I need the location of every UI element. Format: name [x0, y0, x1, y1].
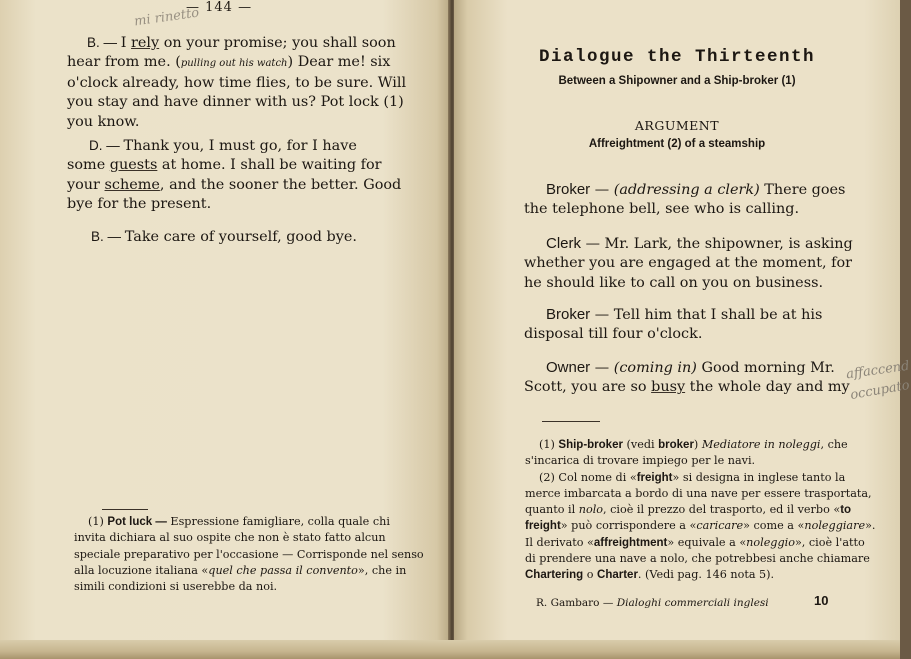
text-run: — Mr. Lark, the shipowner, is asking	[581, 236, 853, 252]
text-run: hear from me. (	[67, 54, 181, 71]
text-line	[67, 74, 407, 93]
speaker-label: D. —	[89, 138, 124, 153]
page-number: — 144 —	[186, 0, 253, 15]
text-run: bye for the present.	[67, 196, 212, 213]
dialogue-block	[67, 227, 380, 247]
text-line	[67, 113, 378, 132]
text-run: — Tell him that I shall be at his	[590, 307, 823, 323]
bold-term: freight	[525, 520, 561, 533]
text-run: invita dichiara al suo ospite che non è stato fatto alcun	[74, 531, 386, 545]
italic-term: caricare	[696, 519, 744, 533]
text-line	[524, 358, 844, 378]
text-run: alla locuzione italiana «	[74, 563, 209, 577]
text-line	[67, 195, 380, 214]
text-run: some	[67, 157, 110, 174]
speaker-label: Broker	[546, 181, 591, 198]
text-run: —	[590, 360, 614, 376]
text-run: (1)	[539, 438, 559, 451]
italic-term: noleggio	[746, 535, 795, 549]
text-line	[524, 234, 853, 254]
text-line	[524, 325, 844, 344]
text-run: ) Dear me! six	[287, 54, 391, 71]
italic-term: quel che passa il convento	[208, 563, 358, 577]
text-line	[67, 176, 402, 195]
text-run: o'clock already, how time flies, to be sure. Will	[67, 74, 407, 91]
text-run: s'incarica di trovare impiego per le navi.	[525, 454, 756, 468]
text-run: » si designa in inglese tanto la	[672, 470, 846, 484]
text-line	[524, 274, 844, 293]
bold-term: Ship-broker	[558, 439, 623, 451]
text-run: quanto il	[525, 503, 579, 517]
text-line	[67, 136, 380, 156]
underlined-word: scheme	[104, 176, 160, 193]
argument-heading: ARGUMENT	[634, 118, 720, 133]
footnote-line	[74, 579, 390, 595]
dialogue-block	[524, 234, 853, 293]
footnote-rule	[542, 421, 600, 422]
stage-direction: (addressing a clerk)	[613, 182, 760, 198]
text-run: Espressione famigliare, colla quale chi	[166, 515, 390, 528]
footnote-line	[525, 502, 852, 518]
text-run: merce imbarcata a bordo di una nave per essere trasportata,	[525, 486, 872, 500]
footnote-line	[74, 530, 390, 546]
text-run: » equivale a «	[667, 535, 747, 549]
stage-direction: pulling out his watch	[180, 58, 288, 70]
text-run: » come a «	[743, 519, 805, 533]
text-run: your	[67, 176, 105, 193]
text-run: simili condizioni si userebbe da noi.	[74, 580, 278, 594]
italic-term: nolo	[578, 503, 604, 517]
text-run: o	[583, 568, 598, 582]
text-line	[524, 305, 844, 325]
bold-term: Charter	[597, 569, 638, 582]
italic-term: noleggiare	[804, 519, 866, 533]
dialogue-block	[67, 136, 402, 215]
text-run: )	[693, 438, 702, 451]
speaker-label: B. —	[87, 35, 121, 50]
text-run: disposal till four o'clock.	[524, 326, 703, 343]
margin-note: affaccend	[845, 358, 911, 383]
footer-title: Dialoghi commerciali inglesi	[616, 597, 769, 609]
text-run: —	[590, 182, 614, 198]
margin-note: occupato	[849, 377, 911, 404]
stage-direction: (coming in)	[613, 360, 697, 376]
text-run: the telephone bell, see who is calling.	[524, 201, 800, 218]
dialogue-block	[524, 180, 844, 220]
text-line	[67, 53, 391, 73]
footnote-line	[525, 535, 865, 551]
right-page	[454, 0, 911, 659]
text-run: Thank you, I must go, for I have	[123, 138, 357, 154]
text-run: , and the sooner the better. Good	[159, 176, 402, 193]
text-run: », cioè l'atto	[794, 535, 865, 549]
text-run: (vedi	[622, 438, 659, 451]
text-run: Good morning Mr.	[696, 360, 835, 376]
text-line	[67, 33, 396, 53]
bold-term: broker	[658, 439, 694, 451]
text-run: he should like to call on you on business.	[524, 274, 824, 291]
speaker-label: Owner	[546, 359, 591, 376]
text-run: at home. I shall be waiting for	[157, 157, 382, 174]
speaker-label: Broker	[546, 306, 591, 323]
text-line	[524, 180, 844, 200]
text-run: the whole day and my	[685, 379, 850, 396]
text-run: Take care of yourself, good bye.	[124, 229, 357, 245]
text-run: Scott, you are so	[524, 379, 652, 396]
footnote-line	[74, 563, 407, 579]
footnote-line	[525, 567, 843, 583]
footnote-line	[74, 514, 390, 530]
speaker-label: B. —	[91, 229, 125, 244]
text-line	[524, 254, 853, 273]
footnote-line	[74, 547, 424, 563]
text-run: , che	[820, 438, 848, 451]
footnote-line	[525, 551, 870, 567]
text-line	[524, 200, 844, 219]
footnote-line	[525, 437, 848, 453]
text-run: », che in	[357, 563, 407, 577]
underlined-word: rely	[131, 35, 160, 51]
dialogue-title: Dialogue the Thirteenth	[538, 47, 816, 67]
bold-term: to	[840, 504, 852, 517]
footnote-rule	[102, 509, 148, 510]
text-run: speciale preparativo per l'occasione — Corrisponde nel senso	[74, 547, 424, 561]
text-run: on your promise; you shall soon	[159, 35, 396, 51]
text-line	[67, 227, 380, 247]
argument-text: Affreightment (2) of a steamship	[588, 138, 766, 150]
text-line	[67, 156, 380, 175]
dialogue-block	[524, 358, 850, 398]
text-run: , cioè il prezzo del trasporto, ed il verbo «	[603, 503, 841, 517]
signature-number: 10	[814, 593, 829, 608]
pencil-annotation: mi rinetto	[133, 5, 201, 30]
text-line	[524, 378, 850, 397]
bold-term: Chartering	[525, 569, 584, 582]
text-run: . (Vedi pag. 146 nota 5).	[637, 568, 775, 582]
footnote	[74, 514, 424, 595]
text-run: There goes	[759, 182, 846, 198]
footnote-line	[525, 470, 846, 486]
page-footer	[536, 597, 769, 609]
text-run: Il derivato «	[525, 535, 594, 549]
bold-term: Pot luck —	[107, 516, 167, 528]
footnote-line	[525, 453, 843, 469]
book-edge	[0, 640, 900, 659]
text-run: you know.	[67, 113, 140, 130]
footer-dash: —	[599, 597, 617, 609]
dialogue-block	[524, 305, 844, 345]
underlined-word: busy	[651, 379, 686, 396]
text-line	[67, 93, 404, 112]
text-run: you stay and have dinner with us? Pot lock (1)	[67, 94, 404, 111]
text-run: (2) Col nome di «	[539, 470, 637, 484]
italic-term: Mediatore in noleggi	[701, 438, 821, 451]
speaker-label: Clerk	[546, 235, 582, 252]
footnote-line	[525, 518, 876, 534]
bold-term: affreightment	[593, 536, 668, 549]
bold-term: freight	[636, 471, 673, 484]
text-run: » può corrispondere a «	[560, 519, 697, 533]
text-run: whether you are engaged at the moment, for	[524, 255, 853, 272]
text-run: di prendere una nave a nolo, che potrebbesi anche chiamare	[525, 552, 870, 566]
underlined-word: guests	[109, 157, 158, 174]
footer-author: R. Gambaro	[536, 597, 600, 609]
text-run: (1)	[88, 515, 108, 528]
text-run: I	[120, 35, 132, 51]
text-run: ».	[865, 519, 876, 533]
dialogue-block	[67, 33, 407, 132]
footnote-line	[525, 486, 872, 502]
dialogue-subtitle: Between a Shipowner and a Ship-broker (1)	[558, 75, 796, 87]
footnote	[525, 437, 876, 584]
left-page	[0, 0, 450, 659]
